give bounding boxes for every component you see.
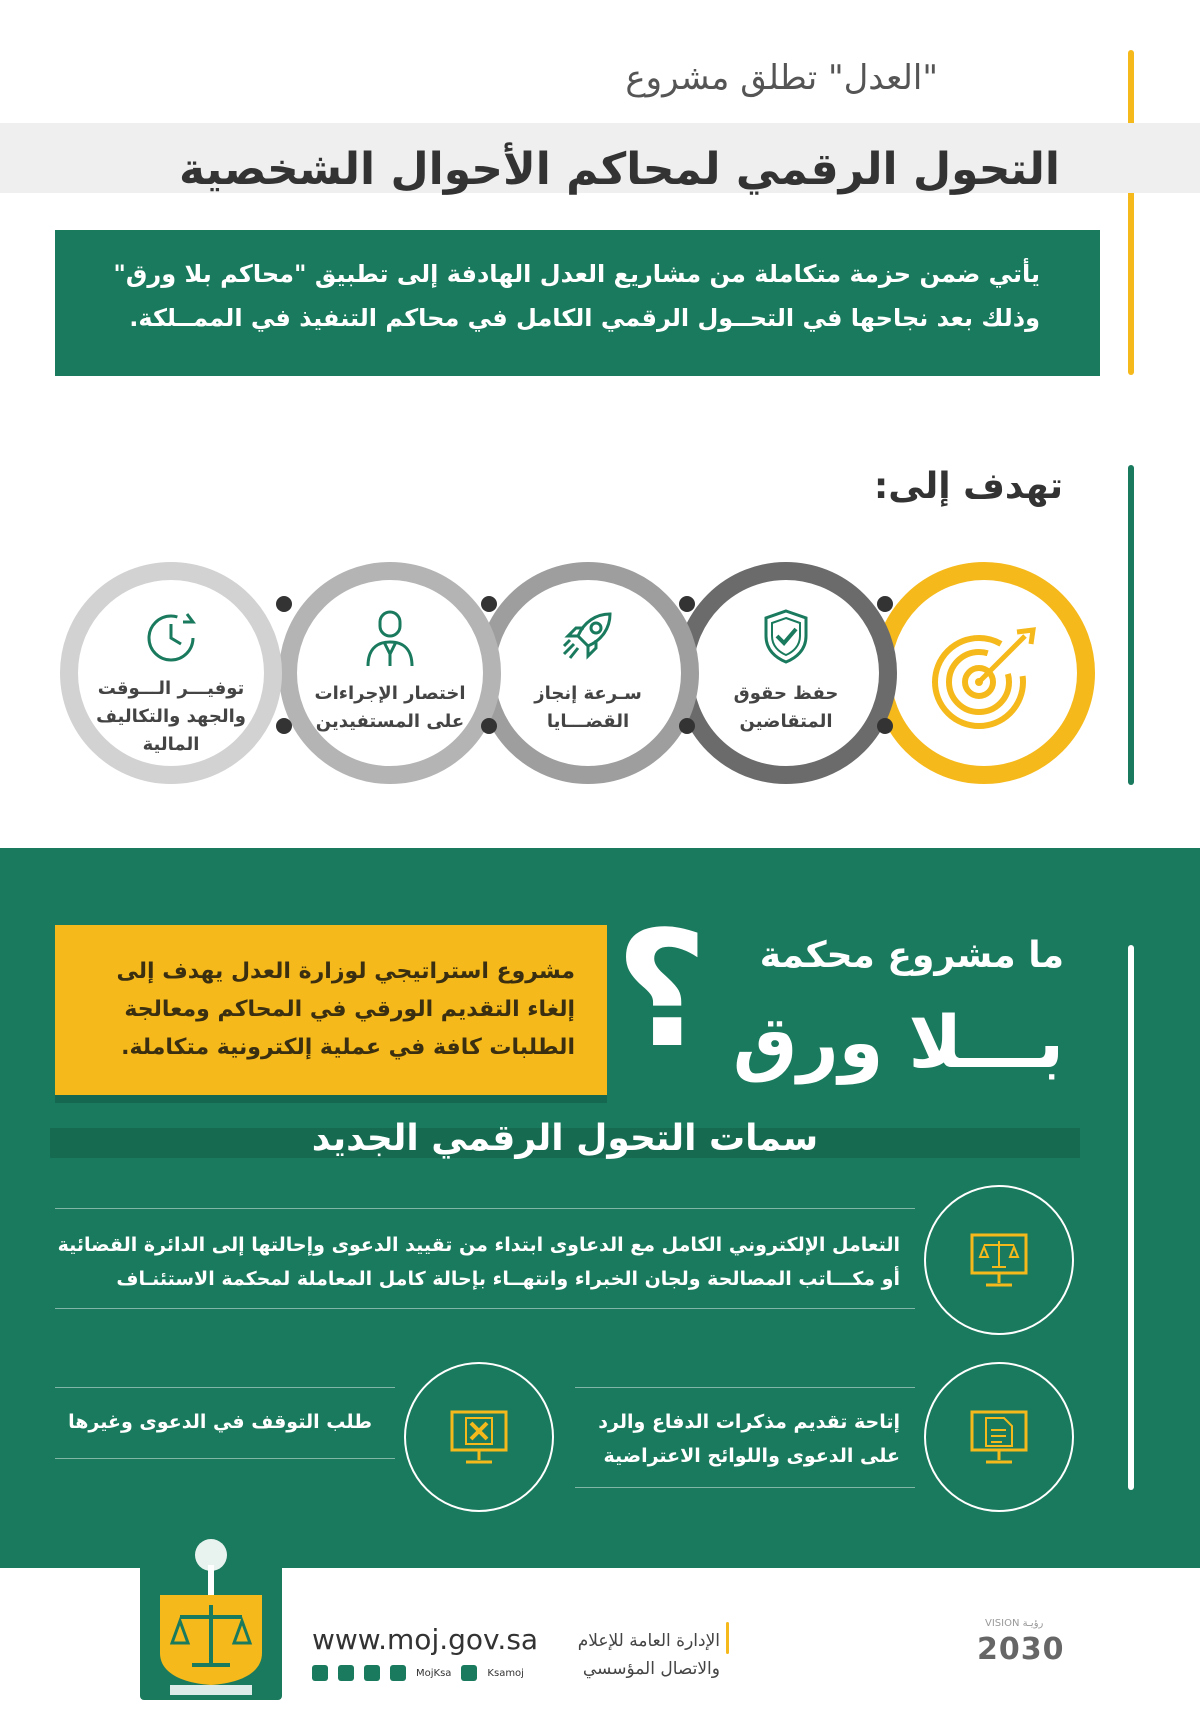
page-title: التحول الرقمي لمحاكم الأحوال الشخصية [179, 144, 1060, 195]
feature2-text: إتاحة تقديم مذكرات الدفاع والرد على الدعوى واللوائح الاعتراضية [598, 1411, 900, 1467]
footer-accent [726, 1622, 729, 1654]
goal-rights-label: حفظ حقوق المتقاضين [733, 683, 839, 732]
website-link[interactable]: www.moj.gov.sa [312, 1623, 539, 1656]
shield-check-icon [761, 608, 811, 664]
feature2-circle [924, 1362, 1074, 1512]
divider [575, 1387, 915, 1388]
connector-dot [877, 596, 893, 612]
goal-target [873, 562, 1095, 784]
document-monitor-icon [968, 1406, 1030, 1468]
project-description-box [55, 925, 607, 1095]
ministry-logo [140, 1525, 282, 1700]
connector-dot [679, 596, 695, 612]
feature1-text: التعامل الإلكتروني الكامل مع الدعاوى ابتداء من تقييد الدعوى وإحالتها إلى الدائرة القضائية أو مكـــاتب المصالحة ولجان الخبراء وانتهــاء بإحالة كامل المعاملة لمحكمة الاستئنـاف [57, 1234, 900, 1290]
goal-procedures-label: اختصار الإجراءات على المستفيدين [314, 683, 466, 732]
snapchat-icon[interactable] [364, 1665, 380, 1681]
twitter-icon[interactable] [312, 1665, 328, 1681]
connector-dot [877, 718, 893, 734]
accent-line-white [1128, 945, 1134, 1490]
connector-dot [481, 596, 497, 612]
connector-dot [679, 718, 695, 734]
intro-text [80, 252, 1040, 340]
goals-title: تهدف إلى: [873, 466, 1063, 507]
divider [55, 1387, 395, 1388]
goal-savings [60, 562, 282, 784]
youtube-handle: Ksamoj [487, 1667, 524, 1679]
accent-line-green [1128, 465, 1134, 785]
goal-savings-label: توفيـــر الـــوقت والجهد والتكاليف المالية [96, 678, 246, 755]
question-mark: ؟ [615, 896, 708, 1083]
intro-line-1: يأتي ضمن حزمة متكاملة من مشاريع العدل الهادفة إلى تطبيق "محاكم بلا ورق" [113, 260, 1040, 288]
youtube-icon[interactable] [461, 1665, 477, 1681]
connector-dot [276, 596, 292, 612]
linkedin-icon[interactable] [390, 1665, 406, 1681]
goal-procedures [279, 562, 501, 784]
goal-speed-label: سـرعة إنجاز القضـــايا [534, 683, 642, 732]
clock-icon [143, 608, 199, 664]
goal-rights [675, 562, 897, 784]
social-handle: MojKsa [416, 1667, 452, 1679]
divider [55, 1308, 915, 1309]
social-links [312, 1665, 524, 1681]
user-icon [362, 608, 418, 668]
scales-monitor-icon [968, 1229, 1030, 1291]
vision-2030-logo: 2030 [977, 1632, 1065, 1667]
department-name: الإدارة العامة للإعلام والاتصال المؤسسي [577, 1631, 720, 1679]
features-title: سمات التحول الرقمي الجديد [311, 1118, 819, 1159]
project-question-line1: ما مشروع محكمة [759, 935, 1064, 976]
divider [575, 1487, 915, 1488]
divider [55, 1458, 395, 1459]
connector-dot [481, 718, 497, 734]
rocket-icon [560, 608, 616, 664]
intro-line-2: وذلك بعد نجاحها في التحــول الرقمي الكامل في محاكم التنفيذ في الممــلكة. [129, 304, 1040, 332]
instagram-icon[interactable] [338, 1665, 354, 1681]
project-question-line2: بـــلا ورق [732, 1000, 1064, 1084]
feature3-circle [404, 1362, 554, 1512]
target-icon [929, 622, 1039, 732]
accent-line-yellow [1128, 50, 1134, 375]
cancel-monitor-icon [448, 1406, 510, 1468]
intro-box [55, 230, 1100, 376]
vision-label: VISION رؤيـة [985, 1618, 1044, 1629]
connector-dot [276, 718, 292, 734]
project-description: مشروع استراتيجي لوزارة العدل يهدف إلى إلغاء التقديم الورقي في المحاكم ومعالجة الطلبات كافة في عملية إلكترونية متكاملة. [116, 959, 575, 1060]
goal-speed [477, 562, 699, 784]
ministry-emblem [140, 1525, 282, 1700]
feature1-circle [924, 1185, 1074, 1335]
feature3-text: طلب التوقف في الدعوى وغيرها [68, 1411, 372, 1433]
kicker-text: "العدل" تطلق مشروع [625, 58, 938, 98]
divider [55, 1208, 915, 1209]
